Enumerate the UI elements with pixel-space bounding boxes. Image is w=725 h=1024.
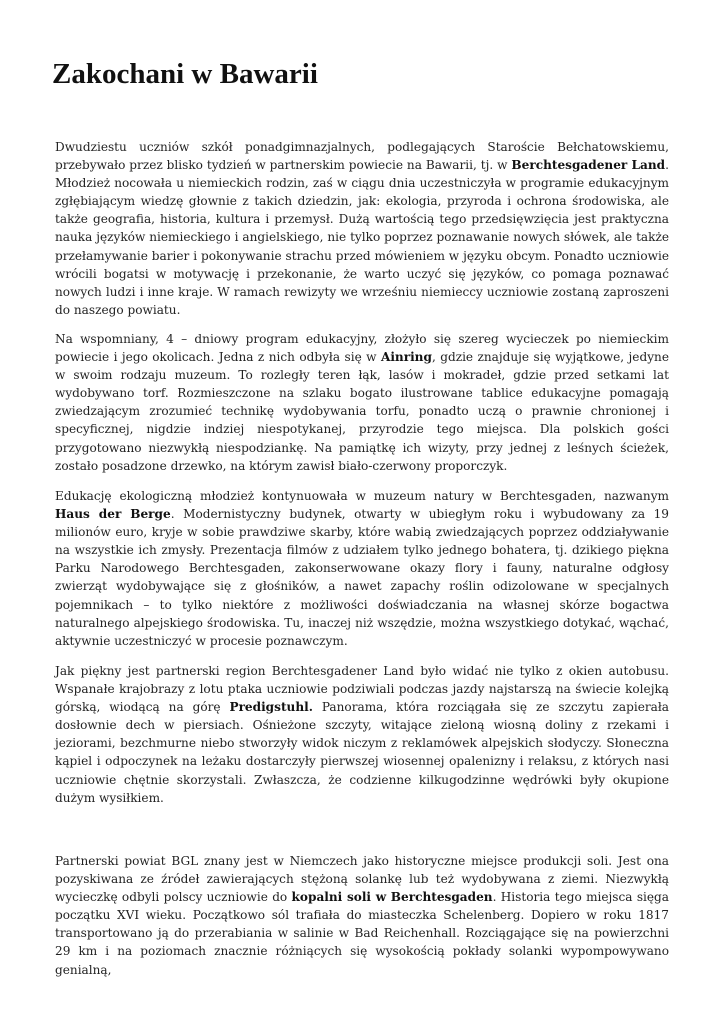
article-paragraph-5 bbox=[55, 852, 669, 979]
paragraph-3-bold-place: Haus der Berge bbox=[55, 507, 171, 522]
paragraph-4-text-2: Panorama, która rozciągała się ze szczytu zapierała dosłownie dech w piersiach. Ośnieżone szczyty, witające zieloną wiosną doliny z rzekami i jeziorami, bezchmurne niebo stworzyły widok niczym z reklamówek alpejskich słodyczy. Słoneczna kąpiel i odpoczynek na leżaku dostarczyły pierwszej wiosennej opalenizny i relaksu, z których nasi uczniowie chętnie skorzystali. Zwłaszcza, że codzienne kilkugodzinne wędrówki były okupione dużym wysiłkiem. bbox=[55, 700, 669, 805]
article-paragraph-4 bbox=[55, 662, 669, 807]
article-title: Zakochani w Bawarii bbox=[52, 58, 318, 90]
paragraph-4-text-1: Jak piękny jest partnerski region Berchtesgadener Land było widać nie tylko z okien autobusu. Wspanałe krajobrazy z lotu ptaka uczniowie podziwiali podczas jazdy najstarszą na świecie kolejką górską, wiodącą na górę bbox=[55, 664, 669, 715]
paragraph-5-bold-place: kopalni soli w Berchtesgaden bbox=[291, 890, 493, 905]
paragraph-3-text-1: Edukację ekologiczną młodzież kontynuowała w muzeum natury w Berchtesgaden, nazwanym bbox=[55, 489, 669, 503]
paragraph-3-text-2: . Modernistyczny budynek, otwarty w ubiegłym roku i wybudowany za 19 milionów euro, kryje w sobie prawdziwe skarby, które wabią zwiedzających poprzez oddziaływanie na wszystkie ich zmysły. Prezentacja filmów z udziałem tylko jednego bohatera, tj. dzikiego piękna Parku Narodowego Berchtesgaden, zakonserwowane okazy flory i fauny, naturalne odgłosy zwierząt wydobywające się z głośników, a nawet zapachy roślin odizolowane w specjalnych pojemnikach – to tylko niektóre z możliwości doświadczania na własnej skórze bogactwa naturalnego alpejskiego środowiska. Tu, inaczej niż wszędzie, można wszystkiego dotykać, wąchać, aktywnie uczestniczyć w procesie poznawczym. bbox=[55, 507, 669, 648]
paragraph-5-text-1: Partnerski powiat BGL znany jest w Niemczech jako historyczne miejsce produkcji soli. Jest ona pozyskiwana ze źródeł zawierających stężoną solankę lub też wydobywana z ziemi. Niezwykłą wycieczkę odbyli polscy uczniowie do bbox=[55, 854, 669, 905]
paragraph-4-bold-place: Predigstuhl. bbox=[229, 700, 313, 715]
article-paragraph-3 bbox=[55, 487, 669, 650]
paragraph-5-text-2: . Historia tego miejsca sięga początku XVI wieku. Początkowo sól trafiała do miasteczka Schelenberg. Dopiero w roku 1817 transportowano ją do przerabiania w salinie w Bad Reichenhall. Rozciągające się na powierzchni 29 km i na poziomach znacznie różniących się wysokością pokłady solanki wypompowywano genialną, bbox=[55, 890, 670, 977]
paragraph-1-text-2: . Młodzież nocowała u niemieckich rodzin, zaś w ciągu dnia uczestniczyła w programie edukacyjnym zgłębiającym wiedzę głownie z takich dziedzin, jak: ekologia, przyroda i ochrona środowiska, ale także geografia, historia, kultura i przemysł. Dużą wartością tego przedsięwzięcia jest praktyczna nauka języków niemieckiego i angielskiego, nie tylko poprzez poznawanie nowych słówek, ale także przełamywanie barier i pokonywanie strachu przed mówieniem w języku obcym. Ponadto uczniowie wrócili bogatsi w motywację i przekonanie, że warto uczyć się języków, co pomaga poznawać nowych ludzi i inne kraje. W ramach rewizyty we wrześniu niemieccy uczniowie zostaną zaproszeni do naszego powiatu. bbox=[55, 158, 669, 317]
paragraph-1-bold-place: Berchtesgadener Land bbox=[511, 158, 666, 173]
paragraph-2-bold-place: Ainring bbox=[380, 350, 432, 365]
paragraph-2-text-2: , gdzie znajduje się wyjątkowe, jedyne w swoim rodzaju muzeum. To rozległy teren łąk, lasów i mokradeł, gdzie przed setkami lat wydobywano torf. Rozmieszczone na szlaku bogato ilustrowane tablice edukacyjne pomagają zwiedzającym zrozumieć technikę wydobywania torfu, ponadto uczą o prawnie chronionej i specyficznej, nigdzie indziej niespotykanej, przyrodzie tego miejsca. Dla polskich gości przygotowano niezwykłą niespodziankę. Na pamiątkę ich wizyty, przy jednej z leśnych ścieżek, zostało posadzone drzewko, na którym zawisł biało-czerwony proporczyk. bbox=[55, 350, 669, 473]
article-paragraph-2 bbox=[55, 330, 669, 475]
paragraph-2-text-1: Na wspomniany, 4 – dniowy program edukacyjny, złożyło się szereg wycieczek po niemieckim powiecie i jego okolicach. Jedna z nich odbyła się w bbox=[55, 332, 669, 365]
article-paragraph-1 bbox=[55, 138, 669, 319]
paragraph-1-text-1: Dwudziestu uczniów szkół ponadgimnazjalnych, podlegających Staroście Bełchatowskiemu, przebywało przez blisko tydzień w partnerskim powiecie na Bawarii, tj. w bbox=[55, 140, 669, 173]
